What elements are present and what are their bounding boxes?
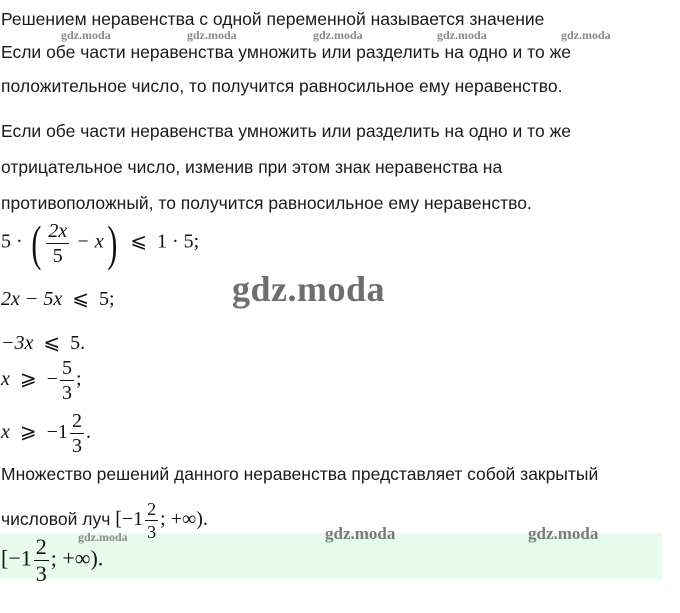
right-paren: ) (106, 215, 117, 271)
watermark: gdz.moda (528, 524, 599, 543)
step1-coef: 5 · (1, 230, 23, 253)
step1-relation: ⩽ (130, 230, 148, 253)
rule-negative-line-3: противоположный, то получится равносильное ему неравенство. (1, 193, 532, 213)
ray-expression: [−1 $\frac{2}{3}$ ; +∞). (115, 499, 208, 542)
step5-fraction: $\frac{2}{3}$ (71, 410, 82, 457)
step5-whole: −1 (46, 421, 68, 444)
rule-positive-line-2: положительное число, то получится равносильное ему неравенство. (1, 76, 563, 96)
watermark: gdz.moda (561, 28, 611, 42)
math-step-5: x ⩾ −1 $\frac{2}{3}$ . (1, 410, 91, 457)
step3-rhs: 5. (70, 332, 86, 354)
watermark: gdz.moda (78, 530, 128, 544)
rule-positive-line-1: Если обе части неравенства умножить или разделить на одно и то же (1, 42, 572, 62)
step1-fraction: $\frac{2x}{5}$ (48, 219, 68, 267)
step2-relation: ⩽ (72, 288, 90, 310)
watermark: gdz.moda (437, 28, 487, 42)
step1-rhs: 1 · 5; (157, 230, 200, 253)
math-step-1 (1, 215, 200, 271)
step5-relation: ⩾ (19, 421, 37, 444)
math-step-3 (1, 330, 85, 355)
answer-fraction: $\frac{2}{3}$ (35, 534, 47, 586)
step3-relation: ⩽ (43, 332, 61, 354)
conclusion-line-1: Множество решений данного неравенства представляет собой закрытый (1, 464, 599, 484)
rule-negative-line-2: отрицательное число, изменив при этом знак неравенства на (1, 157, 503, 177)
watermark: gdz.moda (313, 28, 363, 42)
step5-lhs: x (1, 421, 10, 444)
step4-sign: − (46, 368, 58, 391)
ray-fraction: $\frac{2}{3}$ (147, 499, 157, 542)
watermark: gdz.moda (325, 524, 396, 543)
rule-negative-line-1: Если обе части неравенства умножить или разделить на одно и то же (1, 121, 572, 141)
step2-rhs: 5; (99, 288, 115, 310)
math-step-2 (1, 286, 115, 311)
watermark: gdz.moda (61, 28, 111, 42)
step1-minus-x: − x (76, 230, 104, 253)
conclusion-label: числовой луч (1, 509, 111, 530)
step2-lhs: 2x − 5x (1, 288, 63, 310)
step3-lhs: −3x (1, 332, 34, 354)
step4-fraction: $\frac{5}{3}$ (61, 357, 72, 404)
intro-line: Решением неравенства с одной переменной называется значение (1, 9, 545, 29)
math-step-4: x ⩾ − $\frac{5}{3}$ ; (1, 357, 82, 404)
step4-relation: ⩾ (19, 368, 37, 391)
watermark: gdz.moda (187, 28, 237, 42)
answer-expression: [−1 $\frac{2}{3}$ ; +∞). (1, 534, 104, 586)
step4-lhs: x (1, 368, 10, 391)
left-paren: ( (31, 215, 41, 271)
watermark-large: gdz.moda (232, 269, 386, 309)
